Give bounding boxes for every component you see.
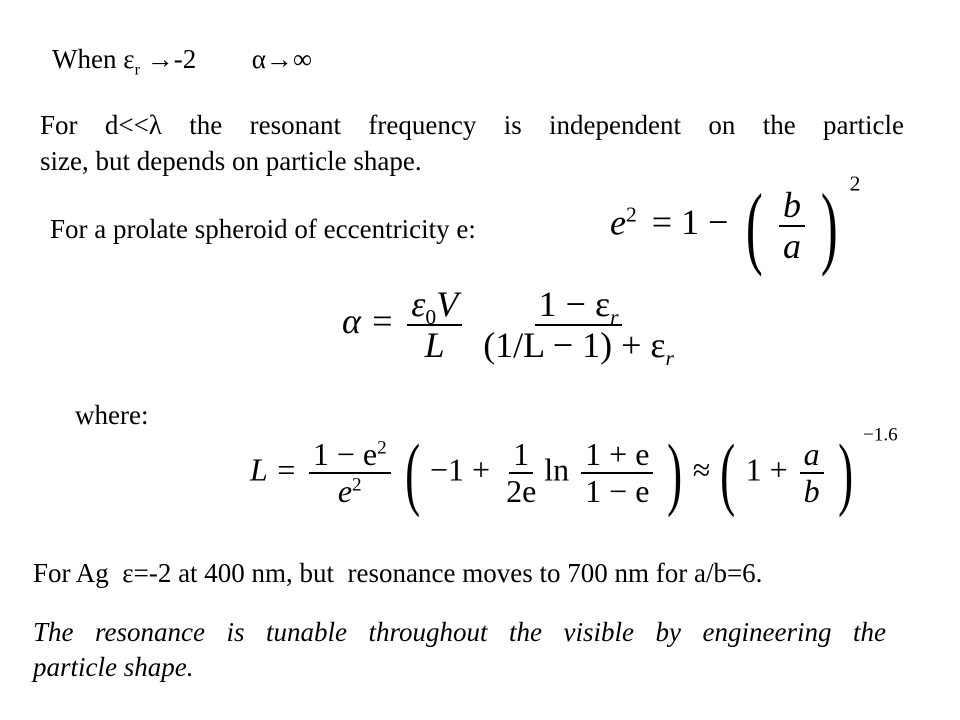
small-particle-line2: size, but depends on particle shape. (40, 146, 422, 176)
heading-epsilon: $\varepsilon_r$ (123, 44, 140, 79)
eccentricity-equation: $e^2 = 1$ − ( $\frac{b}{a}$ ) $^2$ (610, 171, 861, 277)
prolate-label: For a prolate spheroid of eccentricity e: (50, 214, 476, 244)
heading-when: When (52, 44, 117, 74)
ag-text: For Ag ε=-2 at 400 nm, but resonance moves to 700 nm for a/b=6. (33, 558, 763, 588)
depolarization-equation: L = $\frac{1 - e^2}{e^2}$ ( −1 + $\frac{1}{2e}$ ln $\frac{1 + e}{1 - e}$ ) ≈ ( 1 + $\frac{a}{b}$ ) $^{-1.6}$ (250, 424, 898, 518)
tunable-line1: The resonance is tunable throughout the visible by engineering the (33, 617, 886, 647)
tunable-line2: particle shape. (33, 652, 194, 682)
polarizability-equation: α = $\frac{\varepsilon_0V}{L}$ $\frac{1 - \varepsilon_r}{(1/L - 1) + \varepsilon_r}$ (342, 284, 674, 371)
where-label: where: (75, 400, 149, 430)
heading-alpha-limit: α→∞ (251, 44, 313, 74)
heading-limit: →-2 (146, 44, 197, 74)
heading-line (52, 42, 313, 79)
small-particle-line1: For d<<λ the resonant frequency is independent on the particle (40, 110, 904, 140)
